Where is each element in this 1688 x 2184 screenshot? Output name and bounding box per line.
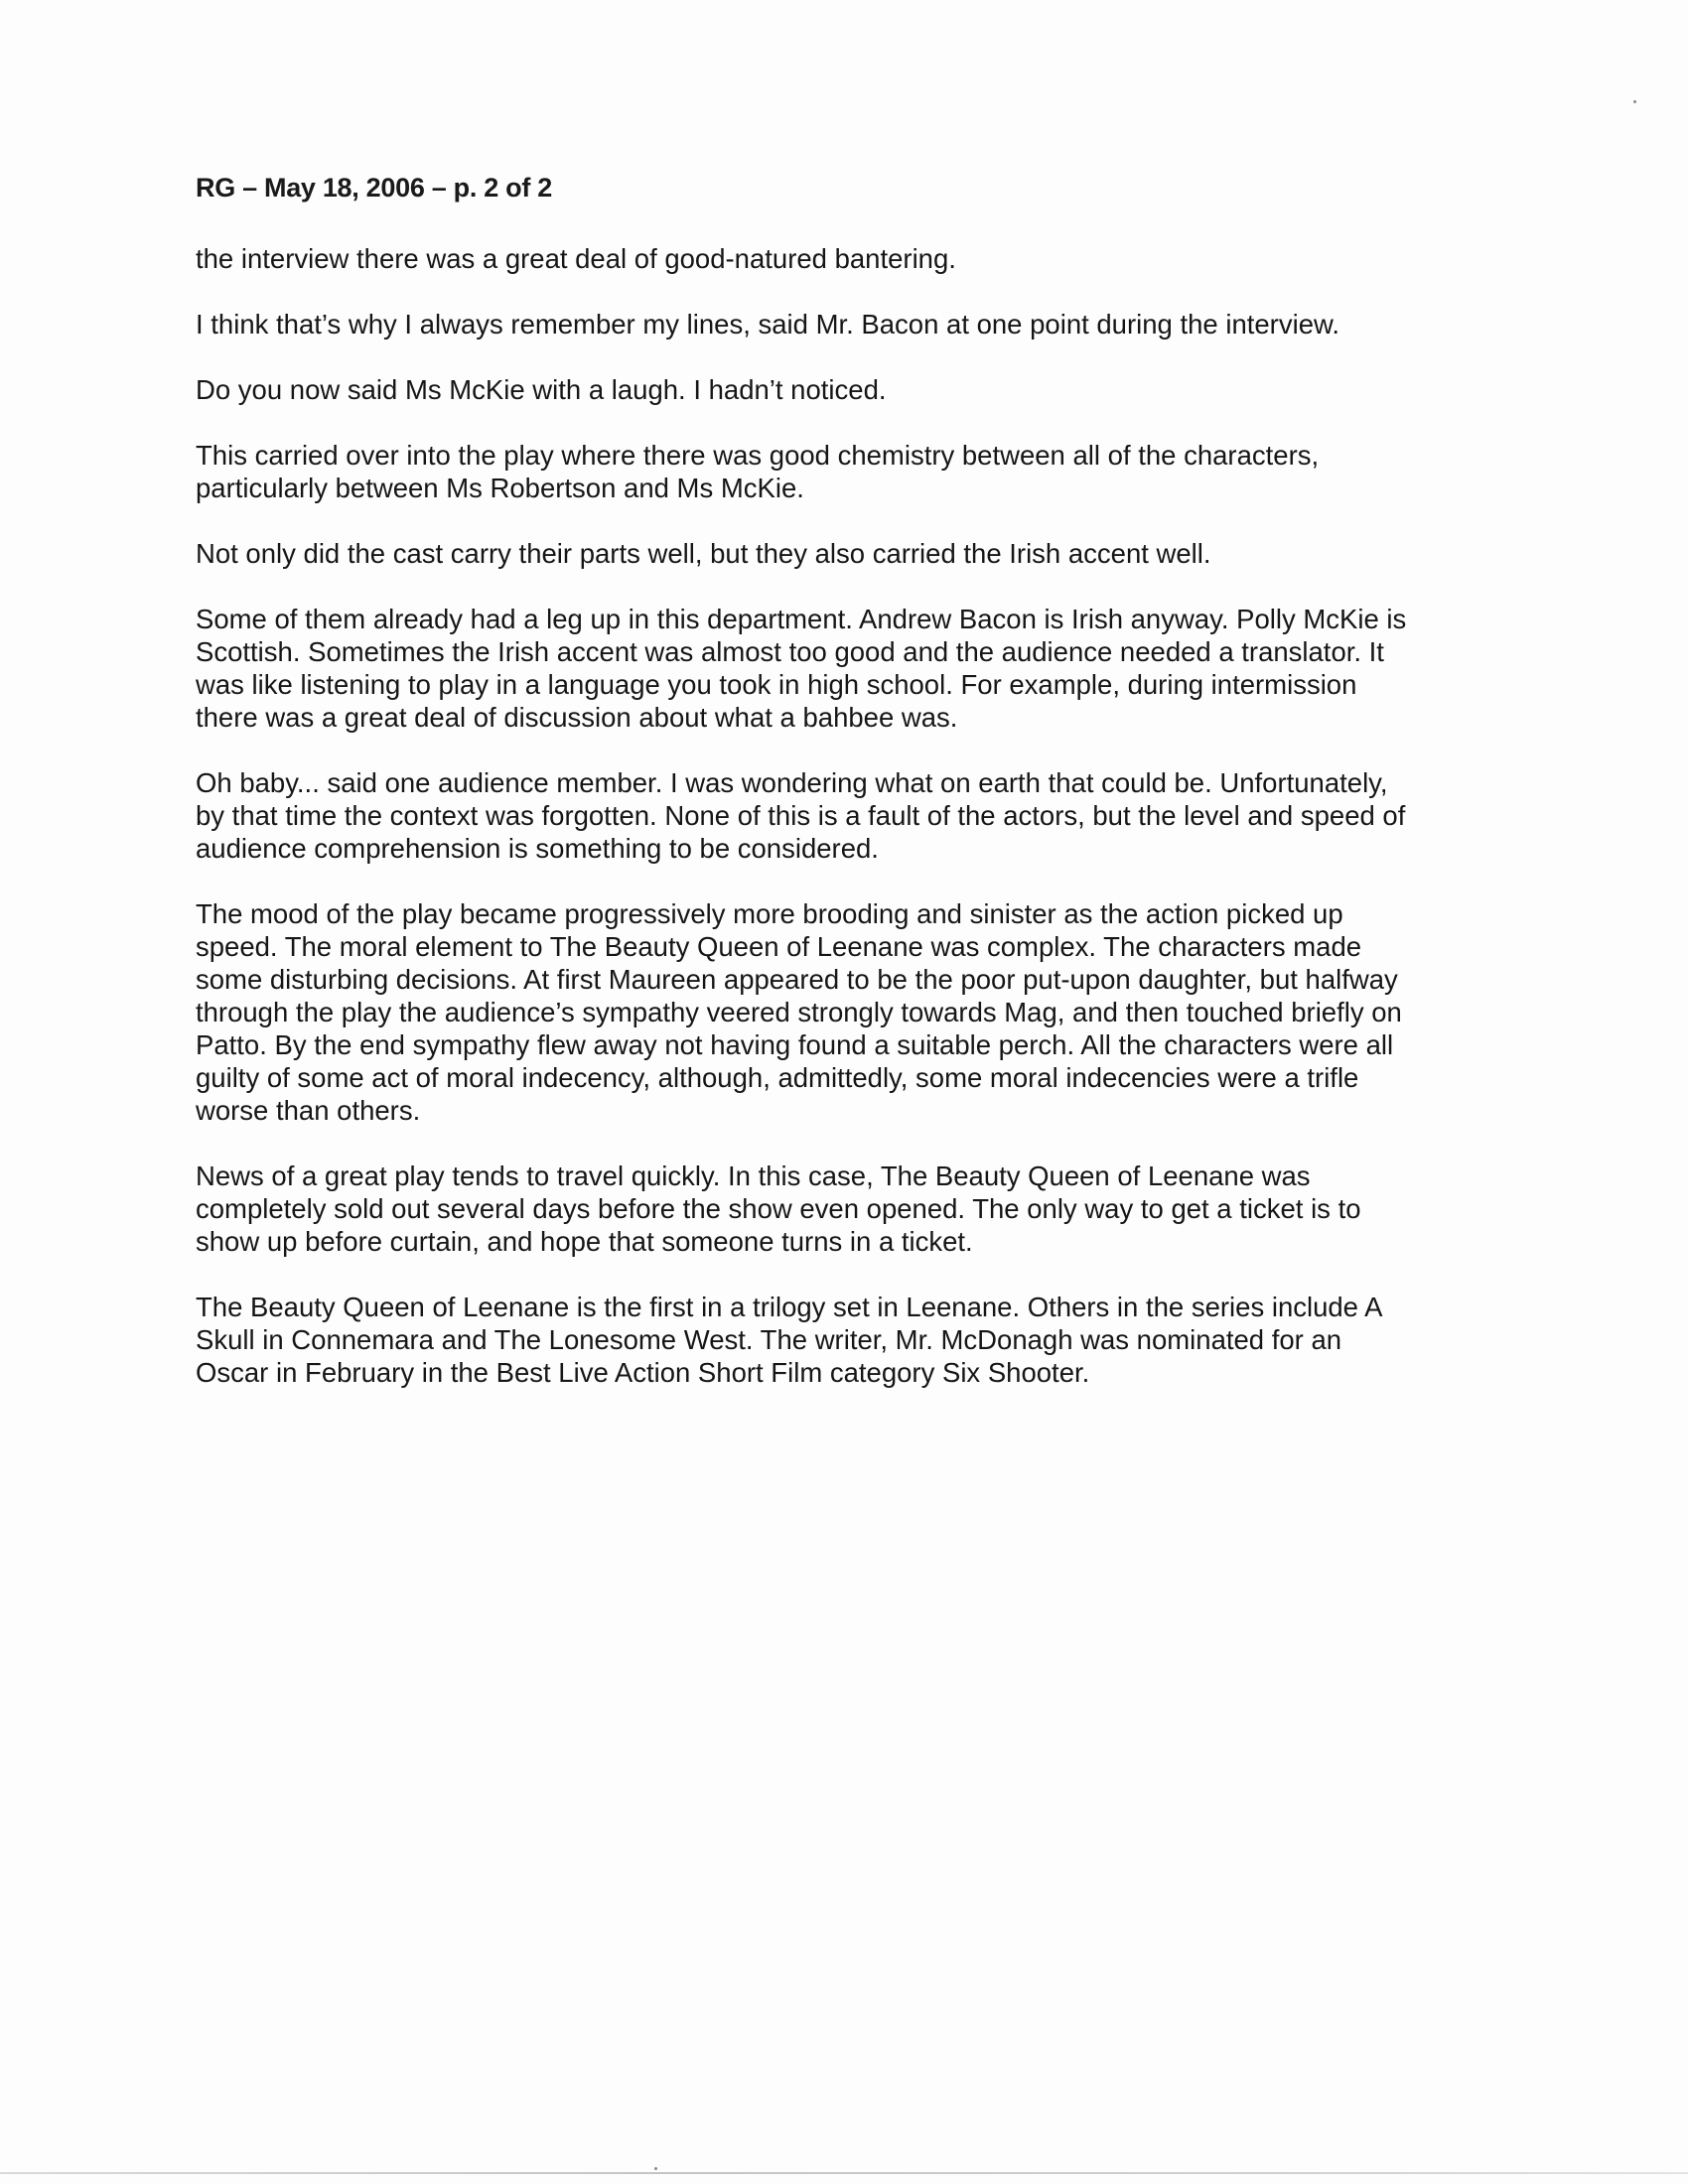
paragraph-9: News of a great play tends to travel quickly. In this case, The Beauty Queen of Leenane was completely sold out several days before the show even opened. The only way to get a ticket is to show up before curtain, and hope that someone turns in a ticket. bbox=[196, 1160, 1361, 1257]
scan-edge-line bbox=[0, 2172, 1688, 2174]
article-body bbox=[196, 242, 1531, 1422]
paragraph-2: I think that’s why I always remember my lines, said Mr. Bacon at one point during the interview. bbox=[196, 309, 1339, 340]
paragraph-8: The mood of the play became progressively more brooding and sinister as the action picked up speed. The moral element to The Beauty Queen of Leenane was complex. The characters made some disturbing decisions. At first Maureen appeared to be the poor put-upon daughter, but halfway through the play the audience’s sympathy veered strongly towards Mag, and then touched briefly on Patto. By the end sympathy flew away not having found a suitable perch. All the characters were all guilty of some act of moral indecency, although, admittedly, some moral indecencies were a trifle worse than others. bbox=[196, 898, 1402, 1126]
paragraph-4: This carried over into the play where there was good chemistry between all of the characters, particularly between Ms Robertson and Ms McKie. bbox=[196, 440, 1320, 503]
paragraph-1: the interview there was a great deal of good-natured bantering. bbox=[196, 243, 956, 274]
paragraph-10: The Beauty Queen of Leenane is the first in a trilogy set in Leenane. Others in the series include A Skull in Connemara and The Lonesome West. The writer, Mr. McDonagh was nominated for an Oscar in February in the Best Live Action Short Film category Six Shooter. bbox=[196, 1292, 1383, 1388]
scan-speck bbox=[654, 2167, 657, 2170]
paragraph-7: Oh baby... said one audience member. I was wondering what on earth that could be. Unfortunately, by that time the context was forgotten. None of this is a fault of the actors, but the level and speed of audience comprehension is something to be considered. bbox=[196, 767, 1406, 864]
page-header: RG – May 18, 2006 – p. 2 of 2 bbox=[196, 173, 552, 203]
paragraph-3: Do you now said Ms McKie with a laugh. I hadn’t noticed. bbox=[196, 374, 887, 405]
paragraph-6: Some of them already had a leg up in this department. Andrew Bacon is Irish anyway. Polly McKie is Scottish. Sometimes the Irish accent was almost too good and the audience needed a translator. It was like listening to play in a language you took in high school. For example, during intermission there was a great deal of discussion about what a bahbee was. bbox=[196, 604, 1407, 733]
paragraph-5: Not only did the cast carry their parts well, but they also carried the Irish accent well. bbox=[196, 538, 1211, 569]
scan-speck bbox=[1633, 100, 1636, 103]
